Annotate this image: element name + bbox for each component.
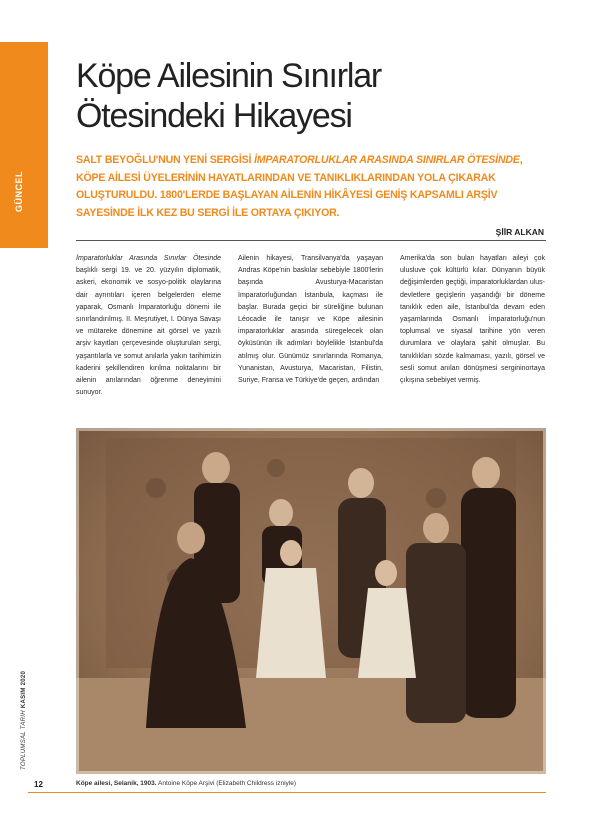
family-photo-illustration (76, 428, 546, 774)
photo-caption (76, 780, 546, 787)
footer-rule (28, 792, 546, 793)
page-number: 12 (34, 780, 43, 789)
column-1-text: başlıklı sergi 19. ve 20. yüzyılın diplomatik, askeri, ekonomik ve sosyo-politik olaylarına dair ayrıntıları içeren belgelerden eleme yaparak, Osmanlı İmparatorluğu dönemi ile sınırlandırılmış. II. Meşrutiyet, I. Dünya Savaşı ve mütareke dönemine ait görsel ve yazılı arşiv kayıtları çerçevesinde oluşturulan sergi, yaşantılarla ve somut anılarla yakın tarihimizin kaderini şekillendiren kırılma noktalarını bir ailenin anılarından öğrenme deneyimini sunuyor. (76, 267, 221, 397)
title-line-1: Köpe Ailesinin Sınırlar (76, 57, 382, 95)
body-column-3: Amerika'da son bulan hayatları aileyi çok ulusluve çok kültürlü kılar. Dünyanın büyük değişimlerden geçtiği, imparatorluklardan ulus-devletlere geçişlerin yaşandığı bir döneme tanıklık eden aile, İstanbul'da devam eden yaşamlarında Osmanlı İmparatorluğu'nun toplumsal ve siyasal tarihine yön veren durumlara ve olaylara şahit olmuşlar. Bu tanıklıkları sözde kalmaması, yazılı, görsel ve sesli somut anıları dönüşmesi sergininortaya çıkışına sebebiyet vermiş. (400, 255, 545, 385)
section-tab (0, 42, 48, 248)
issue-date: KASIM 2020 (21, 670, 27, 709)
exhibition-title-italic: İmparatorluklar Arasında Sınırlar Ötesinde (76, 255, 221, 262)
lead-text-1: SALT BEYOĞLU'NUN YENİ SERGİSİ (76, 154, 255, 166)
magazine-name: TOPLUMSAL TARİH (21, 710, 27, 770)
publication-info (21, 640, 35, 770)
family-photo (76, 428, 546, 774)
caption-bold: Köpe ailesi, Selanik, 1903. (76, 780, 157, 787)
body-columns (76, 253, 546, 413)
lead-paragraph (76, 152, 546, 222)
lead-text-2: , KÖPE AİLESİ ÜYELERİNİN HAYATLARINDAN VE TANIKLIKLARINDAN YOLA ÇIKARAK OLUŞTURULDU. 1800'LERDE BAŞLAYAN AİLENİN HİKÂYESİ GENİŞ KAPSAMLI ARŞİV SAYESİNDE İLK KEZ BU SERGİ İLE ORTAYA ÇIKIYOR. (76, 154, 523, 219)
body-column-2: Ailenin hikayesi, Transilvanya'da yaşayan Andras Köpe'nin baskılar sebebiyle 1800'lerin başında Avusturya-Macaristan İmparatorluğundan İstanbula, kaçması ile başlar. Burada geçici bir süreliğine bulunan Léocadie ile tanışır ve Köpe ailesinin imparatorluklar arasında süregelecek olan öyküsünün ilk adımları böylelikle İstanbul'da atılmış olur. Günümüz sınırlarında Romanya, Yunanistan, Avusturya, Macaristan, Filistin, Suriye, Fransa ve Türkiye'de geçen, ardından (238, 255, 383, 385)
section-label: GÜNCEL (14, 171, 24, 212)
divider (76, 240, 546, 241)
article-title (76, 56, 496, 136)
title-line-2: Ötesindeki Hikayesi (76, 97, 352, 135)
author-byline: ŞİİR ALKAN (495, 227, 544, 237)
body-column-1 (76, 253, 221, 399)
caption-credit: Antoine Köpe Arşivi (Elizabeth Childress izniyle) (156, 780, 297, 787)
lead-exhibition-title: İMPARATORLUKLAR ARASINDA SINIRLAR ÖTESİNDE (254, 154, 520, 166)
